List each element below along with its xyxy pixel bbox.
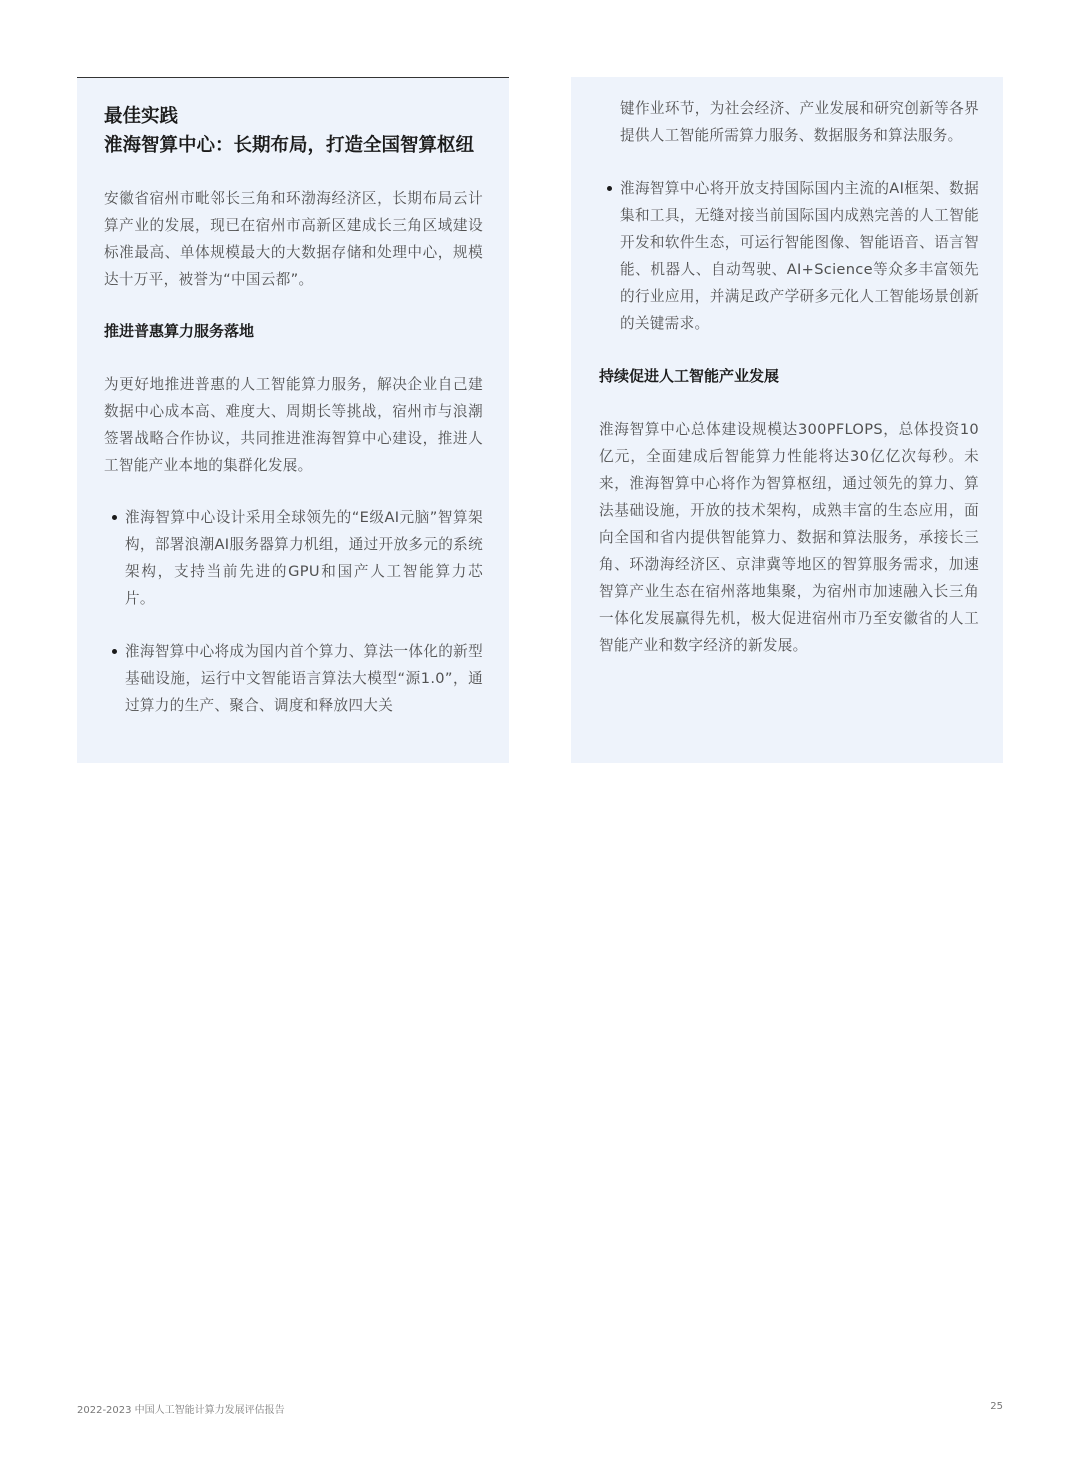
bullet-icon: [112, 649, 117, 654]
bullet-text: 淮海智算中心设计采用全球领先的“E级AI元脑”智算架构，部署浪潮AI服务器算力机组，通过开放多元的系统架构，支持当前先进的GPU和国产人工智能算力芯片。: [125, 509, 483, 607]
bullet-icon: [607, 186, 612, 191]
left-case-panel: [77, 77, 509, 763]
bullet-text: 淮海智算中心将成为国内首个算力、算法一体化的新型基础设施，运行中文智能语言算法大模型“源1.0”，通过算力的生产、聚合、调度和释放四大关: [125, 643, 483, 714]
right-bullet-list: [599, 175, 979, 337]
bullet-icon: [112, 515, 117, 520]
section-heading-ai-industry: 持续促进人工智能产业发展: [599, 367, 780, 385]
section-paragraph-ai-industry: 淮海智算中心总体建设规模达300PFLOPS，总体投资10亿元，全面建成后智能算力性能将达30亿亿次每秒。未来，淮海智算中心将作为智算枢纽，通过领先的算力、算法基础设施，开放的技术架构，成熟丰富的生态应用，面向全国和省内提供智能算力、数据和算法服务，承接长三角、环渤海经济区、京津冀等地区的智算服务需求，加速智算产业生态在宿州落地集聚，为宿州市加速融入长三角一体化发展赢得先机，极大促进宿州市乃至安徽省的人工智能产业和数字经济的新发展。: [599, 421, 979, 654]
footer-report-title: 2022-2023 中国人工智能计算力发展评估报告: [77, 1405, 285, 1416]
continuation-paragraph: 键作业环节，为社会经济、产业发展和研究创新等各界提供人工智能所需算力服务、数据服务和算法服务。: [620, 100, 979, 144]
bullet-text: 淮海智算中心将开放支持国际国内主流的AI框架、数据集和工具，无缝对接当前国际国内成熟完善的人工智能开发和软件生态，可运行智能图像、智能语音、语言智能、机器人、自动驾驶、AI+Science等众多丰富领先的行业应用，并满足政产学研多元化人工智能场景创新的关键需求。: [620, 180, 979, 332]
footer-page-number: 25: [990, 1401, 1003, 1412]
section-paragraph-inclusive-compute: 为更好地推进普惠的人工智能算力服务，解决企业自己建数据中心成本高、难度大、周期长等挑战，宿州市与浪潮签署战略合作协议，共同推进淮海智算中心建设，推进人工智能产业本地的集群化发展。: [104, 376, 483, 474]
list-item: [599, 175, 979, 337]
right-case-panel: [571, 77, 1003, 763]
section-heading-inclusive-compute: 推进普惠算力服务落地: [104, 322, 255, 340]
case-title: 淮海智算中心：长期布局，打造全国智算枢纽: [104, 135, 475, 156]
left-bullet-list: [104, 504, 483, 719]
list-item: [104, 638, 483, 719]
intro-paragraph: 安徽省宿州市毗邻长三角和环渤海经济区，长期布局云计算产业的发展，现已在宿州市高新区建成长三角区域建设标准最高、单体规模最大的大数据存储和处理中心，规模达十万平，被誉为“中国云都”。: [104, 190, 483, 288]
case-kicker: 最佳实践: [104, 106, 179, 127]
list-item: [104, 504, 483, 612]
